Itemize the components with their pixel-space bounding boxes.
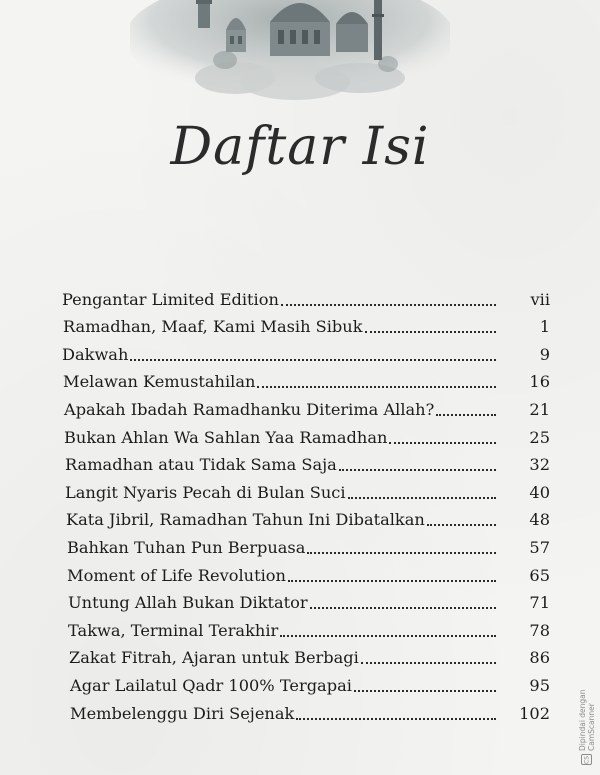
toc-dot-leader [436, 414, 496, 416]
toc-entry-title: Melawan Kemustahilan [63, 372, 256, 392]
toc-entry [62, 586, 550, 614]
toc-entry [62, 448, 550, 476]
toc-entry-title: Dakwah [62, 344, 129, 364]
toc-entry-page-number: 48 [529, 510, 550, 530]
camscanner-logo-icon: CS [583, 755, 591, 764]
toc-dot-leader [339, 469, 496, 471]
toc-entry-title: Agar Lailatul Qadr 100% Tergapai [70, 675, 352, 695]
toc-entry-page-number: 78 [529, 620, 550, 640]
toc-entry-page-number: 95 [529, 675, 550, 695]
toc-entry-page-number: 1 [539, 317, 550, 337]
toc-entry-title: Kata Jibril, Ramadhan Tahun Ini Dibatalkan [66, 510, 425, 530]
toc-dot-leader [361, 662, 496, 664]
toc-entry-page-number: 16 [529, 372, 550, 392]
toc-entry-title: Untung Allah Bukan Diktator [68, 593, 308, 613]
toc-entry-title: Takwa, Terminal Terakhir [68, 620, 279, 640]
toc-entry-page-number: 86 [529, 648, 550, 668]
toc-entry [62, 641, 550, 669]
toc-entry [62, 475, 550, 503]
toc-entry-page-number: 9 [539, 344, 550, 364]
toc-dot-leader [307, 552, 496, 554]
toc-entry [62, 696, 550, 724]
toc-entry-title: Pengantar Limited Edition [62, 289, 279, 309]
toc-entry [62, 558, 550, 586]
toc-entry [62, 282, 550, 310]
toc-entry-title: Apakah Ibadah Ramadhanku Diterima Allah? [64, 399, 435, 419]
toc-entry-page-number: 32 [529, 455, 550, 475]
toc-dot-leader [130, 359, 496, 361]
toc-entry [62, 613, 550, 641]
toc-entry-page-number: 65 [529, 565, 550, 585]
toc-entry [62, 420, 550, 448]
toc-entry-page-number: 25 [529, 427, 550, 447]
toc-dot-leader [389, 442, 496, 444]
toc-dot-leader [281, 304, 496, 306]
toc-dot-leader [280, 635, 496, 637]
toc-entry [62, 503, 550, 531]
toc-entry-page-number: 57 [529, 537, 550, 557]
scanner-watermark-text: Dipindai dengan CamScanner [578, 689, 596, 752]
toc-entry [62, 310, 550, 338]
toc-dot-leader [257, 386, 496, 388]
toc-entry [62, 392, 550, 420]
toc-dot-leader [365, 331, 496, 333]
toc-dot-leader [354, 690, 496, 692]
toc-dot-leader [310, 607, 496, 609]
toc-entry-title: Langit Nyaris Pecah di Bulan Suci [65, 482, 346, 502]
scanner-watermark [580, 640, 594, 765]
toc-entry-page-number: 102 [519, 703, 550, 723]
toc-entry-title: Ramadhan, Maaf, Kami Masih Sibuk [63, 317, 363, 337]
toc-entry-page-number: 21 [529, 399, 550, 419]
toc-entry-page-number: vii [530, 289, 550, 309]
toc-dot-leader [427, 524, 496, 526]
toc-entry-title: Membelenggu Diri Sejenak [70, 703, 295, 723]
page-title: Daftar Isi [170, 117, 430, 177]
toc-entry [62, 668, 550, 696]
toc-entry [62, 530, 550, 558]
toc-entry-page-number: 40 [529, 482, 550, 502]
toc-dot-leader [348, 497, 496, 499]
toc-entry-title: Zakat Fitrah, Ajaran untuk Berbagi [69, 648, 359, 668]
mosque-watercolor-illustration [130, 0, 450, 105]
toc-entry [62, 365, 550, 393]
toc-entry-title: Bukan Ahlan Wa Sahlan Yaa Ramadhan [64, 427, 388, 447]
toc-entry [62, 337, 550, 365]
toc-entry-page-number: 71 [529, 593, 550, 613]
toc-entry-title: Moment of Life Revolution [67, 565, 286, 585]
toc-entry-title: Ramadhan atau Tidak Sama Saja [65, 455, 337, 475]
table-of-contents [62, 282, 550, 724]
toc-dot-leader [288, 580, 496, 582]
toc-dot-leader [296, 718, 496, 720]
toc-entry-title: Bahkan Tuhan Pun Berpuasa [67, 537, 306, 557]
